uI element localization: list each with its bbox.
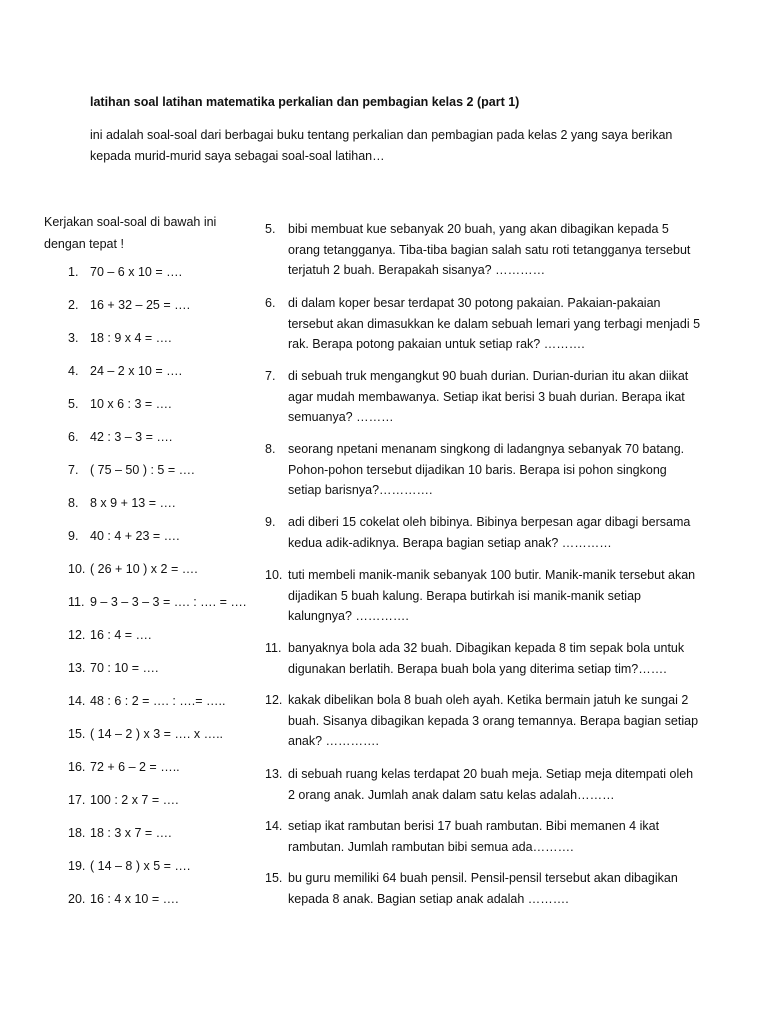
question-text: bibi membuat kue sebanyak 20 buah, yang akan dibagikan kepada 5 orang tetangganya. Tiba-tiba bagian salah satu roti tetangganya tersebut terjatuh 2 buah. Berapakah sisanya? …………: [288, 222, 691, 277]
question-text: tuti membeli manik-manik sebanyak 100 butir. Manik-manik tersebut akan dijadikan 5 buah kalung. Berapa butirkah isi manik-manik setiap kalungnya? ………….: [288, 568, 696, 623]
question-number: 13.: [265, 767, 283, 781]
list-item: [68, 362, 182, 380]
question-text: 18 : 3 x 7 = ….: [90, 826, 172, 840]
question-text: 72 + 6 – 2 = …..: [90, 760, 180, 774]
question-text: ( 75 – 50 ) : 5 = ….: [90, 463, 195, 477]
question-number: 15.: [68, 727, 86, 741]
intro-paragraph: ini adalah soal-soal dari berbagai buku tentang perkalian dan pembagian pada kelas 2 yang saya berikan kepada murid-murid saya sebagai soal-soal latihan…: [90, 128, 673, 163]
question-text: di dalam koper besar terdapat 30 potong pakaian. Pakaian-pakaian tersebut akan dimasukkan ke dalam sebuah lemari yang terbagi menjadi 5 rak. Berapa potong pakaian untuk setiap rak? ……….: [288, 296, 701, 351]
question-number: 9.: [265, 515, 276, 529]
question-number: 7.: [265, 369, 276, 383]
question-number: 4.: [68, 364, 79, 378]
list-item: [68, 527, 180, 545]
question-text: 16 : 4 x 10 = ….: [90, 892, 179, 906]
question-text: adi diberi 15 cokelat oleh bibinya. Bibinya berpesan agar dibagi bersama kedua adik-adiknya. Berapa bagian setiap anak? …………: [288, 515, 691, 550]
question-number: 11.: [68, 595, 85, 609]
question-number: 6.: [265, 296, 276, 310]
question-number: 20.: [68, 892, 86, 906]
question-number: 10.: [68, 562, 86, 576]
list-item: [68, 890, 179, 908]
question-text: di sebuah ruang kelas terdapat 20 buah meja. Setiap meja ditempati oleh 2 orang anak. Jumlah anak dalam satu kelas adalah………: [288, 767, 694, 802]
list-item: [68, 329, 172, 347]
question-text: 42 : 3 – 3 = ….: [90, 430, 173, 444]
question-text: 70 : 10 = ….: [90, 661, 159, 675]
question-text: 16 + 32 – 25 = ….: [90, 298, 191, 312]
question-text: ( 14 – 8 ) x 5 = ….: [90, 859, 191, 873]
question-number: 11.: [265, 641, 282, 655]
list-item: [68, 395, 172, 413]
question-number: 17.: [68, 793, 86, 807]
question-text: 9 – 3 – 3 – 3 = …. : …. = ….: [90, 595, 247, 609]
question-number: 3.: [68, 331, 79, 345]
list-item: [68, 461, 195, 479]
instruction-text: Kerjakan soal-soal di bawah ini dengan tepat !: [44, 215, 217, 251]
list-item: [68, 824, 172, 842]
question-text: 18 : 9 x 4 = ….: [90, 331, 172, 345]
list-item: [68, 758, 180, 776]
list-item: [68, 626, 152, 644]
question-number: 12.: [68, 628, 86, 642]
question-text: 40 : 4 + 23 = ….: [90, 529, 180, 543]
question-text: 24 – 2 x 10 = ….: [90, 364, 183, 378]
question-number: 14.: [265, 819, 283, 833]
question-text: 10 x 6 : 3 = ….: [90, 397, 172, 411]
question-number: 14.: [68, 694, 86, 708]
question-number: 5.: [265, 222, 276, 236]
page-title: latihan soal latihan matematika perkalian dan pembagian kelas 2 (part 1): [90, 95, 520, 109]
question-text: bu guru memiliki 64 buah pensil. Pensil-pensil tersebut akan dibagikan kepada 8 anak. Bagian setiap anak adalah ……….: [288, 871, 678, 906]
question-text: kakak dibelikan bola 8 buah oleh ayah. Ketika bermain jatuh ke sungai 2 buah. Sisanya dibagikan kepada 3 orang temannya. Berapa bagian setiap anak? ………….: [288, 693, 699, 748]
question-text: 16 : 4 = ….: [90, 628, 152, 642]
list-item: [68, 428, 172, 446]
question-number: 19.: [68, 859, 86, 873]
question-text: ( 26 + 10 ) x 2 = ….: [90, 562, 198, 576]
list-item: [68, 494, 175, 512]
list-item: [68, 692, 225, 710]
question-number: 5.: [68, 397, 79, 411]
question-number: 2.: [68, 298, 79, 312]
list-item: [68, 659, 158, 677]
question-number: 7.: [68, 463, 79, 477]
question-text: di sebuah truk mengangkut 90 buah durian. Durian-durian itu akan diikat agar mudah membawanya. Setiap ikat berisi 3 buah durian. Berapa ikat semuanya? ………: [288, 369, 689, 424]
list-item: [68, 791, 179, 809]
question-text: ( 14 – 2 ) x 3 = …. x …..: [90, 727, 224, 741]
question-number: 18.: [68, 826, 86, 840]
question-text: 48 : 6 : 2 = …. : ….= …..: [90, 694, 226, 708]
question-number: 8.: [68, 496, 79, 510]
list-item: [68, 725, 223, 743]
question-number: 16.: [68, 760, 86, 774]
question-text: 8 x 9 + 13 = ….: [90, 496, 176, 510]
question-number: 6.: [68, 430, 79, 444]
question-text: 100 : 2 x 7 = ….: [90, 793, 179, 807]
question-number: 12.: [265, 693, 283, 707]
question-text: seorang npetani menanam singkong di ladangnya sebanyak 70 batang. Pohon-pohon tersebut dijadikan 10 baris. Berapa isi pohon singkong setiap barisnya?………….: [288, 442, 685, 497]
question-number: 1.: [68, 265, 79, 279]
question-text: setiap ikat rambutan berisi 17 buah rambutan. Bibi memanen 4 ikat rambutan. Jumlah rambutan bibi semua ada……….: [288, 819, 660, 854]
list-item: [68, 263, 182, 281]
question-number: 13.: [68, 661, 86, 675]
question-number: 15.: [265, 871, 283, 885]
list-item: [68, 296, 190, 314]
question-number: 9.: [68, 529, 79, 543]
question-number: 8.: [265, 442, 276, 456]
question-text: banyaknya bola ada 32 buah. Dibagikan kepada 8 tim sepak bola untuk digunakan berlatih. Berapa buah bola yang diterima setiap tim?…….: [288, 641, 685, 676]
question-text: 70 – 6 x 10 = ….: [90, 265, 183, 279]
list-item: [68, 593, 246, 611]
list-item: [68, 857, 190, 875]
question-number: 10.: [265, 568, 283, 582]
list-item: [68, 560, 198, 578]
